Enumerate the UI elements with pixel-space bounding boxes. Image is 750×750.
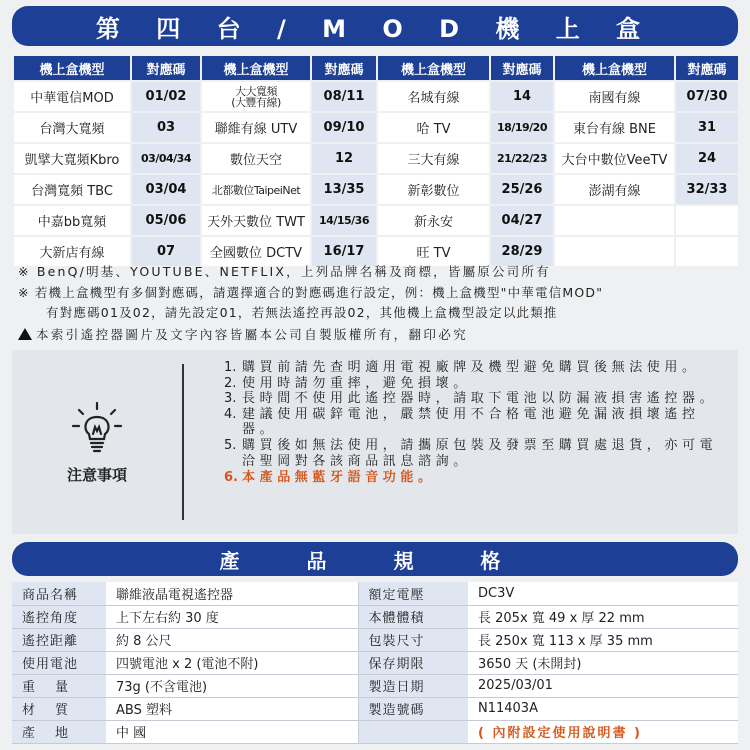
code-cell: 14/15/36	[311, 205, 377, 236]
trademark-note: ※ BenQ/明基、YOUTUBE、NETFLIX，上列品牌名稱及商標，皆屬原公司所有	[18, 264, 551, 279]
code-cell: 03/04	[131, 174, 201, 205]
device-model-cell: 數位天空	[201, 143, 311, 174]
caution-item-text: 使用時請勿重摔，避免損壞。	[242, 375, 471, 391]
header-code: 對應碼	[311, 55, 377, 81]
code-cell: 01/02	[131, 81, 201, 112]
caution-item-text: 購買前請先查明適用電視廠牌及機型避免購買後無法使用。	[242, 360, 700, 375]
table-row	[13, 81, 739, 112]
device-model-cell: 大台中數位VeeTV	[554, 143, 675, 174]
code-cell: 24	[675, 143, 739, 174]
spec-label: 重量	[12, 674, 106, 697]
spec-label: 額定電壓	[358, 582, 468, 605]
spec-value: 73g (不含電池)	[106, 674, 358, 697]
device-model-cell: 東台有線 BNE	[554, 112, 675, 143]
spec-value: 上下左右約 30 度	[106, 605, 358, 628]
device-model-cell: 旺 TV	[377, 236, 490, 267]
code-cell: 13/35	[311, 174, 377, 205]
table-row	[13, 174, 739, 205]
device-model-cell: 中華電信MOD	[13, 81, 131, 112]
spec-row	[12, 697, 738, 720]
caution-item-number: 1.	[224, 360, 237, 375]
spec-value: 長 250x 寬 113 x 厚 35 mm	[468, 628, 738, 651]
spec-title-banner	[12, 542, 738, 576]
spec-value: DC3V	[468, 582, 738, 605]
divider	[182, 364, 184, 520]
manual-included-note: ( 內附設定使用說明書 )	[468, 720, 738, 743]
caution-item-text: 建議使用碳鋅電池，嚴禁使用不合格電池避免漏液損壞遙控器。	[242, 406, 700, 438]
spec-label: 材質	[12, 697, 106, 720]
table-row	[13, 205, 739, 236]
spec-label: 商品名稱	[12, 582, 106, 605]
spec-value: 2025/03/01	[468, 674, 738, 697]
spec-value: 3650 天 (未開封)	[468, 651, 738, 674]
caution-item	[224, 470, 724, 486]
page-title-banner	[12, 6, 738, 46]
header-device-model: 機上盒機型	[13, 55, 131, 81]
spec-label	[358, 720, 468, 743]
device-model-cell: 三大有線	[377, 143, 490, 174]
spec-label: 遙控距離	[12, 628, 106, 651]
code-cell: 25/26	[490, 174, 554, 205]
code-cell: 31	[675, 112, 739, 143]
spec-value: 聯維液晶電視遙控器	[106, 582, 358, 605]
spec-value: 四號電池 x 2 (電池不附)	[106, 651, 358, 674]
device-model-cell: 天外天數位 TWT	[201, 205, 311, 236]
spec-label: 本體體積	[358, 605, 468, 628]
copyright-note	[18, 325, 740, 343]
spec-value: N11403A	[468, 697, 738, 720]
spec-label: 使用電池	[12, 651, 106, 674]
caution-item-text: 長時間不使用此遙控器時，請取下電池以防漏液損害遙控器。	[242, 391, 718, 407]
spec-label: 保存期限	[358, 651, 468, 674]
code-cell: 32/33	[675, 174, 739, 205]
spec-label: 包裝尺寸	[358, 628, 468, 651]
header-code: 對應碼	[131, 55, 201, 81]
caution-item	[224, 407, 724, 438]
device-model-cell: 北都數位TaipeiNet	[201, 174, 311, 205]
device-model-cell: 南國有線	[554, 81, 675, 112]
spec-value: 中 國	[106, 720, 358, 743]
multi-code-note: ※ 若機上盒機型有多個對應碼，請選擇適合的對應碼進行設定，例：機上盒機型"中華電信MOD"	[18, 285, 604, 300]
code-cell: 07	[131, 236, 201, 267]
spec-row	[12, 651, 738, 674]
header-code: 對應碼	[490, 55, 554, 81]
code-cell: 03	[131, 112, 201, 143]
device-model-cell: 大新店有線	[13, 236, 131, 267]
code-cell: 07/30	[675, 81, 739, 112]
caution-item-number: 2.	[224, 375, 237, 391]
copyright-text: 本索引遙控器圖片及文字內容皆屬本公司自製版權所有，翻印必究	[36, 327, 469, 342]
code-cell: 16/17	[311, 236, 377, 267]
spec-title: 產 品 規 格	[219, 548, 531, 573]
caution-item	[224, 391, 724, 407]
lightbulb-icon	[70, 400, 124, 454]
device-model-cell: 澎湖有線	[554, 174, 675, 205]
caution-item-number: 4.	[224, 406, 237, 422]
spec-row	[12, 605, 738, 628]
spec-row	[12, 582, 738, 605]
spec-label: 製造日期	[358, 674, 468, 697]
header-device-model: 機上盒機型	[377, 55, 490, 81]
spec-row	[12, 720, 738, 743]
spec-label: 產地	[12, 720, 106, 743]
device-model-cell: 台灣大寬頻	[13, 112, 131, 143]
spec-value: ABS 塑料	[106, 697, 358, 720]
spec-value: 長 205x 寬 49 x 厚 22 mm	[468, 605, 738, 628]
caution-item-number: 6.	[224, 470, 238, 486]
code-cell: 08/11	[311, 81, 377, 112]
device-model-cell: 全國數位 DCTV	[201, 236, 311, 267]
caution-title: 注意事項	[66, 465, 127, 484]
spec-label: 遙控角度	[12, 605, 106, 628]
device-model-cell: 聯維有線 UTV	[201, 112, 311, 143]
multi-code-note-cont: 有對應碼01及02，請先設定01，若無法遙控再設02，其他機上盒機型設定以此類推	[46, 305, 558, 320]
spec-table	[12, 582, 738, 744]
caution-item	[224, 438, 724, 469]
code-cell: 18/19/20	[490, 112, 554, 143]
spec-value: 約 8 公尺	[106, 628, 358, 651]
caution-item	[224, 360, 724, 376]
device-model-cell: 台灣寬頻 TBC	[13, 174, 131, 205]
table-row	[13, 143, 739, 174]
device-model-cell: 中嘉bb寬頻	[13, 205, 131, 236]
code-cell: 28/29	[490, 236, 554, 267]
caution-list	[224, 360, 724, 486]
device-model-cell: 大大寬頻 (大豐有線)	[201, 81, 311, 112]
code-cell: 05/06	[131, 205, 201, 236]
caution-item-text: 購買後如無法使用，請攜原包裝及發票至購買處退貨，亦可電洽聖岡對各該商品訊息諮詢。	[242, 437, 718, 469]
warning-triangle-icon	[18, 328, 32, 340]
device-code-table	[12, 54, 740, 268]
code-cell: 21/22/23	[490, 143, 554, 174]
page-title: 第 四 台 / M O D 機 上 盒	[95, 14, 655, 43]
header-device-model: 機上盒機型	[554, 55, 675, 81]
code-cell: 14	[490, 81, 554, 112]
code-cell: 03/04/34	[131, 143, 201, 174]
device-model-cell: 凱擘大寬頻Kbro	[13, 143, 131, 174]
caution-item-text: 本產品無藍牙語音功能。	[242, 470, 436, 486]
code-cell	[675, 205, 739, 236]
caution-header	[12, 350, 182, 534]
table-row	[13, 112, 739, 143]
device-model-cell: 名城有線	[377, 81, 490, 112]
spec-row	[12, 628, 738, 651]
code-cell: 09/10	[311, 112, 377, 143]
device-model-cell: 新永安	[377, 205, 490, 236]
device-model-cell: 新彰數位	[377, 174, 490, 205]
code-cell: 04/27	[490, 205, 554, 236]
spec-label: 製造號碼	[358, 697, 468, 720]
spec-row	[12, 674, 738, 697]
caution-item-number: 5.	[224, 437, 237, 453]
caution-item-number: 3.	[224, 391, 237, 407]
caution-item	[224, 376, 724, 392]
device-model-cell	[554, 205, 675, 236]
device-model-cell: 哈 TV	[377, 112, 490, 143]
header-code: 對應碼	[675, 55, 739, 81]
header-device-model: 機上盒機型	[201, 55, 311, 81]
code-cell: 12	[311, 143, 377, 174]
caution-panel	[12, 350, 738, 534]
table-header-row	[13, 55, 739, 81]
